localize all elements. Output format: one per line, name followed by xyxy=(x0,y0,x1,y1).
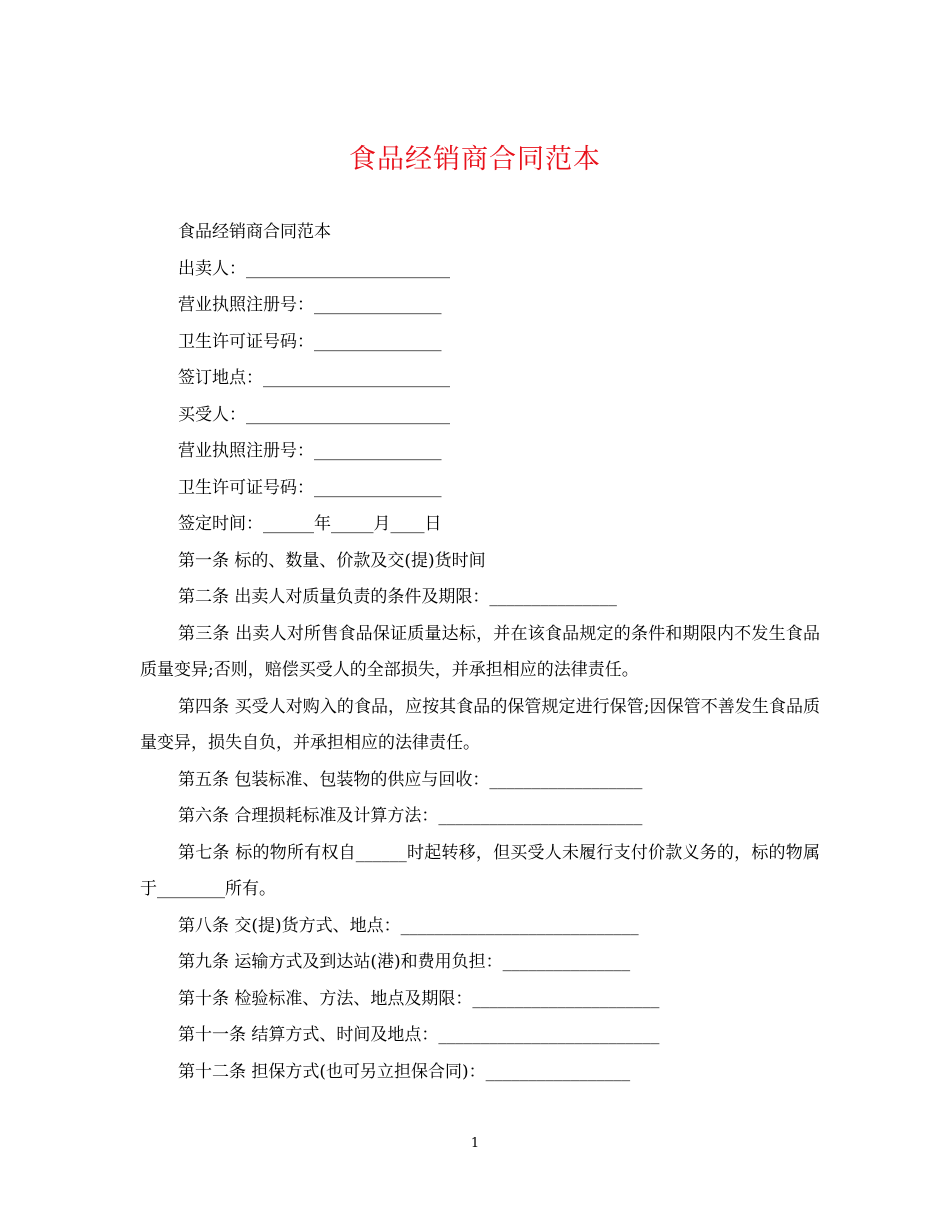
document-title: 食品经销商合同范本 xyxy=(349,144,601,175)
signing-date-field: 签定时间：______年_____月____日 xyxy=(178,514,442,534)
buyer-health-permit-field: 卫生许可证号码：_______________ xyxy=(178,477,442,498)
article-5: 第五条 包装标准、包装物的供应与回收：__________________ xyxy=(178,769,643,790)
buyer-license-field: 营业执照注册号：_______________ xyxy=(178,441,442,461)
article-6: 第六条 合理损耗标准及计算方法：________________________ xyxy=(178,806,643,826)
article-10: 第十条 检验标准、方法、地点及期限：______________________ xyxy=(178,988,660,1009)
article-3: 第三条 出卖人对所售食品保证质量达标，并在该食品规定的条件和期限内不发生食品质量变异;否则，赔偿买受人的全部损失，并承担相应的法律责任。 xyxy=(140,623,820,680)
article-4: 第四条 买受人对购入的食品，应按其食品的保管规定进行保管;因保管不善发生食品质量变异，损失自负，并承担相应的法律责任。 xyxy=(140,696,820,753)
document-body xyxy=(140,214,820,1090)
article-9: 第九条 运输方式及到达站(港)和费用负担：_______________ xyxy=(178,952,631,972)
buyer-field: 买受人：________________________ xyxy=(178,404,450,425)
subtitle-line: 食品经销商合同范本 xyxy=(178,222,331,242)
article-1: 第一条 标的、数量、价款及交(提)货时间 xyxy=(178,550,486,571)
seller-license-field: 营业执照注册号：_______________ xyxy=(178,295,442,315)
article-7: 第七条 标的物所有权自______时起转移，但买受人未履行支付价款义务的，标的物属于________所有。 xyxy=(140,842,820,899)
page-number: 1 xyxy=(470,1136,480,1151)
seller-health-permit-field: 卫生许可证号码：_______________ xyxy=(178,331,442,352)
seller-field: 出卖人：________________________ xyxy=(178,258,450,279)
article-12: 第十二条 担保方式(也可另立担保合同)：_________________ xyxy=(178,1061,631,1082)
article-2: 第二条 出卖人对质量负责的条件及期限：_______________ xyxy=(178,587,617,607)
signing-place-field: 签订地点：______________________ xyxy=(178,368,450,388)
article-11: 第十一条 结算方式、时间及地点：__________________________ xyxy=(178,1025,660,1045)
article-8: 第八条 交(提)货方式、地点：____________________________ xyxy=(178,915,639,936)
